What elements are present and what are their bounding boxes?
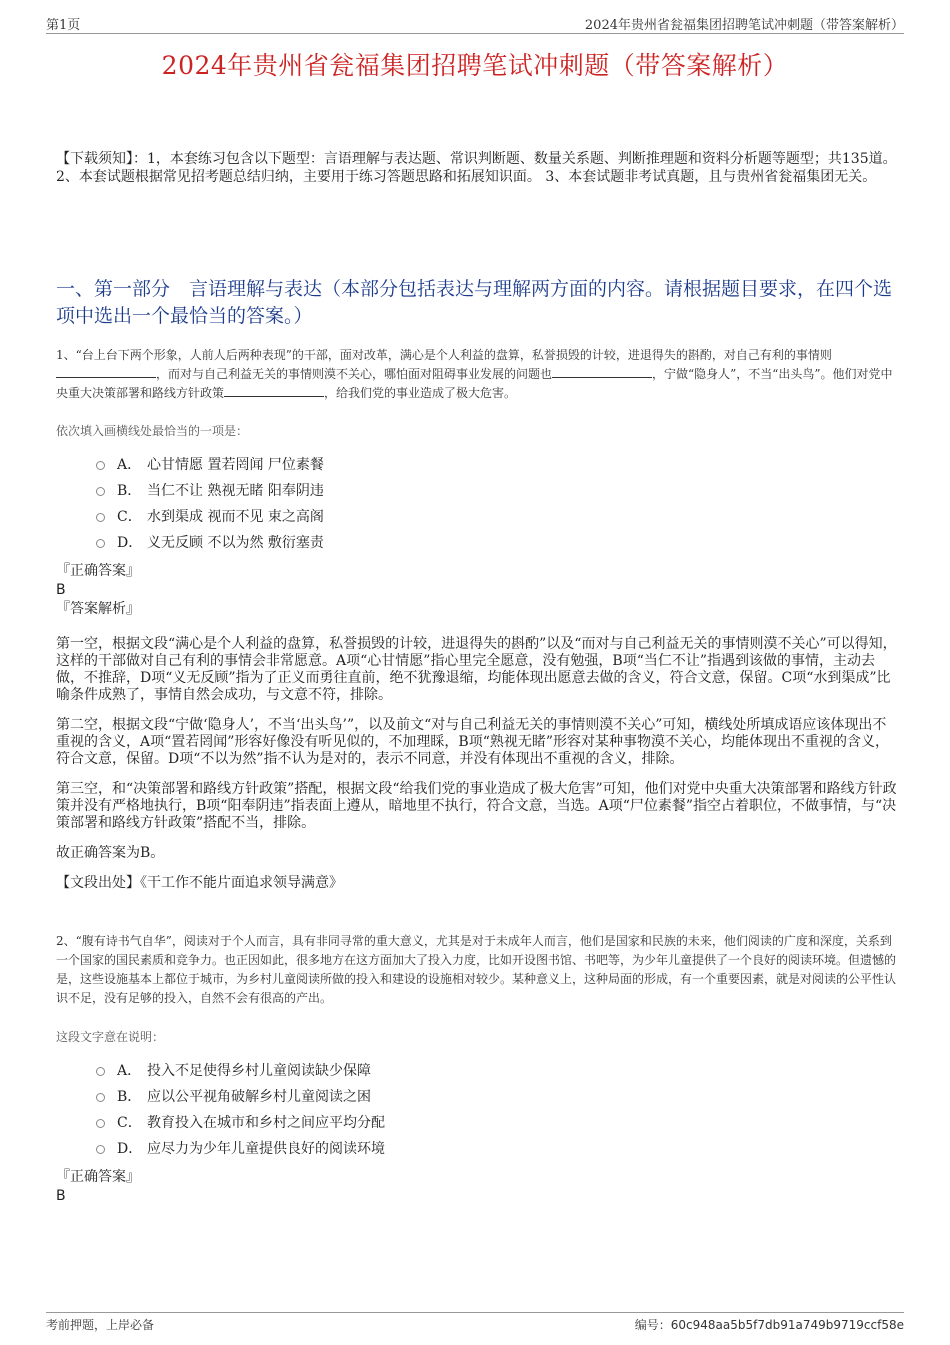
answer-value: B bbox=[56, 1188, 66, 1204]
download-notice: 【下载须知】：1，本套练习包含以下题型：言语理解与表达题、常识判断题、数量关系题、判断推理题和资料分析题等题型；共135道。 2、本套试题根据常见招考题总结归纳，主要用于练习答题思路和拓展知识面。 3、本套试题非考试真题，且与贵州省瓮福集团无关。 bbox=[56, 151, 897, 185]
stem-part-a: 1、“台上台下两个形象，人前人后两种表现”的干部，面对改革，满心是个人利益的盘算，私誉损毁的计较，进退得失的斟酌，对自己有利的事情则 bbox=[56, 348, 832, 362]
option-a[interactable]: A． 投入不足使得乡村儿童阅读缺少保障 bbox=[96, 1058, 900, 1084]
fill-blank-2 bbox=[552, 365, 652, 378]
option-d[interactable]: D． 义无反顾 不以为然 敷衍塞责 bbox=[96, 530, 900, 556]
footer-slogan: 考前押题，上岸必备 bbox=[46, 1318, 155, 1332]
question-2-options bbox=[56, 1058, 900, 1162]
question-1-prompt: 依次填入画横线处最恰当的一项是： bbox=[56, 424, 249, 438]
header-title: 2024年贵州省瓮福集团招聘笔试冲刺题（带答案解析） bbox=[584, 18, 904, 33]
section-heading: 一、第一部分 言语理解与表达（本部分包括表达与理解两方面的内容。请根据题目要求，在四个选项中选出一个最恰当的答案。） bbox=[56, 278, 893, 327]
fill-blank-1 bbox=[56, 365, 156, 378]
page-header bbox=[46, 14, 904, 34]
answer-label: 『正确答案』 bbox=[56, 563, 140, 579]
analysis-conclusion: 故正确答案为B。 bbox=[56, 845, 165, 861]
stem-part-b: ，而对与自己利益无关的事情则漠不关心，哪怕面对阻碍事业发展的问题也 bbox=[156, 367, 553, 381]
question-1-analysis bbox=[56, 636, 900, 905]
option-b[interactable]: B． 应以公平视角破解乡村儿童阅读之困 bbox=[96, 1084, 900, 1110]
stem-part-d: ，给我们党的事业造成了极大危害。 bbox=[324, 386, 517, 400]
radio-icon[interactable] bbox=[96, 487, 105, 496]
stem-part-c: ，宁做“隐身人”，不当“出头鸟”。他们对党中央重大决策部署和路线方针政策 bbox=[56, 367, 893, 400]
analysis-paragraph: 第三空，和“决策部署和路线方针政策”搭配，根据文段“给我们党的事业造成了极大危害”可知，他们对党中央重大决策部署和路线方针政策并没有严格地执行，B项“阳奉阴违”指表面上遵从，暗地里不执行，符合文意，当选。A项“尸位素餐”指空占着职位，不做事情，与“决策部署和路线方针政策”搭配不当，排除。 bbox=[56, 781, 897, 831]
analysis-paragraph: 第二空，根据文段“宁做‘隐身人’，不当‘出头鸟’”，以及前文“对与自己利益无关的事情则漠不关心”可知，横线处所填成语应该体现出不重视的含义，A项“置若罔闻”形容好像没有听见似的，不加理睬，B项“熟视无睹”形容对某种事物漠不关心，均能体现出不重视的含义，符合文意，保留。D项“不以为然”指不认为是对的，表示不同意，并没有体现出不重视的含义，排除。 bbox=[56, 717, 890, 767]
option-c[interactable]: C． 教育投入在城市和乡村之间应平均分配 bbox=[96, 1110, 900, 1136]
page-footer bbox=[46, 1312, 904, 1332]
question-1-options bbox=[56, 452, 900, 556]
question-1 bbox=[56, 346, 900, 403]
answer-label: 『正确答案』 bbox=[56, 1169, 140, 1185]
radio-icon[interactable] bbox=[96, 1119, 105, 1128]
question-1-answer bbox=[56, 562, 900, 619]
document-title: 2024年贵州省瓮福集团招聘笔试冲刺题（带答案解析） bbox=[161, 51, 789, 80]
footer-code: 编号：60c948aa5b5f7db91a749b9719ccf58e bbox=[634, 1318, 904, 1332]
radio-icon[interactable] bbox=[96, 461, 105, 470]
answer-value: B bbox=[56, 582, 66, 598]
page-number: 第1页 bbox=[46, 18, 81, 33]
radio-icon[interactable] bbox=[96, 1145, 105, 1154]
radio-icon[interactable] bbox=[96, 513, 105, 522]
question-2-answer bbox=[56, 1168, 900, 1206]
option-a[interactable]: A． 心甘情愿 置若罔闻 尸位素餐 bbox=[96, 452, 900, 478]
question-1-stem bbox=[56, 346, 900, 403]
question-2-prompt: 这段文字意在说明： bbox=[56, 1030, 165, 1044]
analysis-label: 『答案解析』 bbox=[56, 601, 140, 617]
fill-blank-3 bbox=[224, 384, 324, 397]
question-2 bbox=[56, 932, 900, 1008]
option-d[interactable]: D． 应尽力为少年儿童提供良好的阅读环境 bbox=[96, 1136, 900, 1162]
option-b[interactable]: B． 当仁不让 熟视无睹 阳奉阴违 bbox=[96, 478, 900, 504]
radio-icon[interactable] bbox=[96, 1067, 105, 1076]
radio-icon[interactable] bbox=[96, 1093, 105, 1102]
option-c[interactable]: C． 水到渠成 视而不见 束之高阁 bbox=[96, 504, 900, 530]
radio-icon[interactable] bbox=[96, 539, 105, 548]
analysis-paragraph: 第一空，根据文段“满心是个人利益的盘算，私誉损毁的计较，进退得失的斟酌”以及“而对与自己利益无关的事情则漠不关心”可以得知，这样的干部做对自己有利的事情会非常愿意。A项“心甘情愿”指心里完全愿意，没有勉强，B项“当仁不让”指遇到该做的事情，主动去做，不推辞，D项“义无反顾”指为了正义而勇往直前，绝不犹豫退缩，均能体现出愿意去做的含义，符合文意，保留。C项“水到渠成”比喻条件成熟了，事情自然会成功，与文意不符，排除。 bbox=[56, 636, 897, 703]
question-2-stem: 2、“腹有诗书气自华”，阅读对于个人而言，具有非同寻常的重大意义，尤其是对于未成年人而言，他们是国家和民族的未来，他们阅读的广度和深度，关系到一个国家的国民素质和竞争力。也正因如此，很多地方在这方面加大了投入力度，比如开设图书馆、书吧等，为少年儿童提供了一个良好的阅读环境。但遗憾的是，这些设施基本上都位于城市，为乡村儿童阅读所做的投入和建设的设施相对较少。某种意义上，这种局面的形成，有一个重要因素，就是对阅读的公平性认识不足，没有足够的投入，自然不会有很高的产出。 bbox=[56, 934, 897, 1005]
source-citation: 【文段出处】《干工作不能片面追求领导满意》 bbox=[56, 875, 343, 891]
